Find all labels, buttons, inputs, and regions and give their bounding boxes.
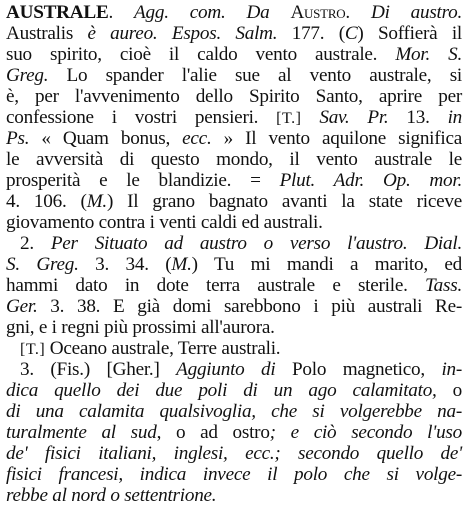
text-run: 3. (Fis.) [Gher.]	[20, 359, 177, 380]
text-run: Aggiunto di	[176, 359, 276, 380]
text-run: Plut. Adr. Op. mor.	[279, 170, 462, 191]
text-run: 3. 38. E già domi sarebbono i più australi Re-	[37, 296, 462, 317]
text-run: Oceano australe, Terre australi.	[45, 338, 281, 359]
text-run: Ger.	[6, 296, 38, 317]
entry-line	[6, 23, 462, 45]
text-run: 13.	[388, 107, 448, 128]
text-run: hammi dato in dote terra australe e sterile.	[6, 275, 426, 296]
text-run: Lo spander l'alie sue al vento australe, si	[48, 65, 462, 86]
text-run: [T.]	[276, 110, 302, 127]
text-run: Mor. S.	[395, 44, 462, 65]
text-run: « Quam bonus,	[29, 128, 183, 149]
text-run: in-	[441, 359, 463, 380]
text-run: de' fisici italiani, inglesi, ecc.; secondo quello de'	[6, 443, 462, 464]
text-run: giovamento contra i venti caldi ed australi.	[6, 212, 323, 233]
text-run: M.	[86, 191, 107, 212]
text-run: Per Situato ad austro o verso l'austro. Dial.	[50, 233, 462, 254]
text-run: rebbe al nord o settentrione.	[6, 485, 217, 506]
text-run: .	[108, 2, 135, 23]
text-run: ) Il grano bagnato avanti la state riceve	[106, 191, 463, 212]
text-run: 4. 106. (	[6, 191, 87, 212]
text-run: [T.]	[20, 341, 46, 358]
text-run: ) Soffierà il	[357, 23, 462, 44]
text-run: Polo magnetico,	[275, 359, 442, 380]
text-run: suo spirito, cioè il caldo vento australe.	[6, 44, 396, 65]
text-run: 3. 34. (	[78, 254, 172, 275]
text-run: o	[436, 380, 462, 401]
entry-line	[6, 275, 462, 297]
text-run: gni, e i regni più prossimi all'aurora.	[6, 317, 275, 338]
text-run: Sav. Pr.	[319, 107, 389, 128]
entry-line	[6, 212, 462, 234]
entry-line	[6, 380, 462, 402]
entry-line	[6, 422, 462, 444]
text-run: Di austro.	[370, 2, 463, 23]
text-run: di una calamita qualsivoglia, che si volgerebbe na-	[6, 401, 462, 422]
text-run: fisici francesi, indica invece il polo che si volge-	[6, 464, 462, 485]
entry-line	[6, 86, 462, 108]
entry-line	[6, 2, 462, 24]
text-run	[301, 107, 319, 128]
entry-line	[6, 443, 462, 465]
text-run: confessione i vostri pensieri.	[6, 107, 277, 128]
entry-line	[6, 296, 462, 318]
text-run: ) Tu mi mandi a marito, ed	[191, 254, 462, 275]
text-run: turalmente al sud	[6, 422, 157, 443]
text-run: le avversità di questo mondo, il vento australe le	[6, 149, 462, 170]
entry-line	[6, 191, 462, 213]
text-run: Agg. com. Da	[134, 2, 291, 23]
text-run: Greg.	[6, 65, 49, 86]
text-run: » Il vento aquilone significa	[211, 128, 462, 149]
entry-line	[6, 401, 462, 423]
entry-line	[6, 254, 462, 276]
text-run: ; e ciò secondo l'uso	[269, 422, 462, 443]
entry-line	[6, 107, 462, 129]
text-run: ecc.	[182, 128, 212, 149]
text-run: 177. (	[277, 23, 345, 44]
entry-line	[6, 317, 462, 339]
entry-line	[6, 149, 462, 171]
text-run: è aureo. Espos. Salm.	[87, 23, 278, 44]
sense-heading-line	[20, 233, 462, 255]
entry-line	[6, 65, 462, 87]
text-run: in	[447, 107, 463, 128]
text-run: Australis	[6, 23, 88, 44]
entry-line	[6, 464, 462, 486]
text-run: è, per l'avvenimento dello Spirito Santo, aprire per	[6, 86, 462, 107]
text-run: S. Greg.	[6, 254, 79, 275]
text-run: , o ad ostro	[156, 422, 270, 443]
text-run: C	[344, 23, 358, 44]
text-run: Austro	[290, 2, 346, 23]
text-run: Ps.	[6, 128, 30, 149]
entry-line	[6, 170, 462, 192]
text-run: dica quello dei due poli di un ago calamitato,	[6, 380, 437, 401]
headword: AUSTRALE	[6, 2, 109, 23]
entry-line	[6, 128, 462, 150]
text-run: M.	[171, 254, 192, 275]
sense-heading-line	[20, 359, 462, 381]
entry-line	[6, 44, 462, 66]
sense-heading-line	[20, 338, 462, 360]
text-run: .	[345, 2, 371, 23]
text-run: 2.	[20, 233, 51, 254]
entry-line	[6, 485, 462, 507]
text-run: Tass.	[425, 275, 462, 296]
text-run: prosperità e le blandizie. =	[6, 170, 280, 191]
